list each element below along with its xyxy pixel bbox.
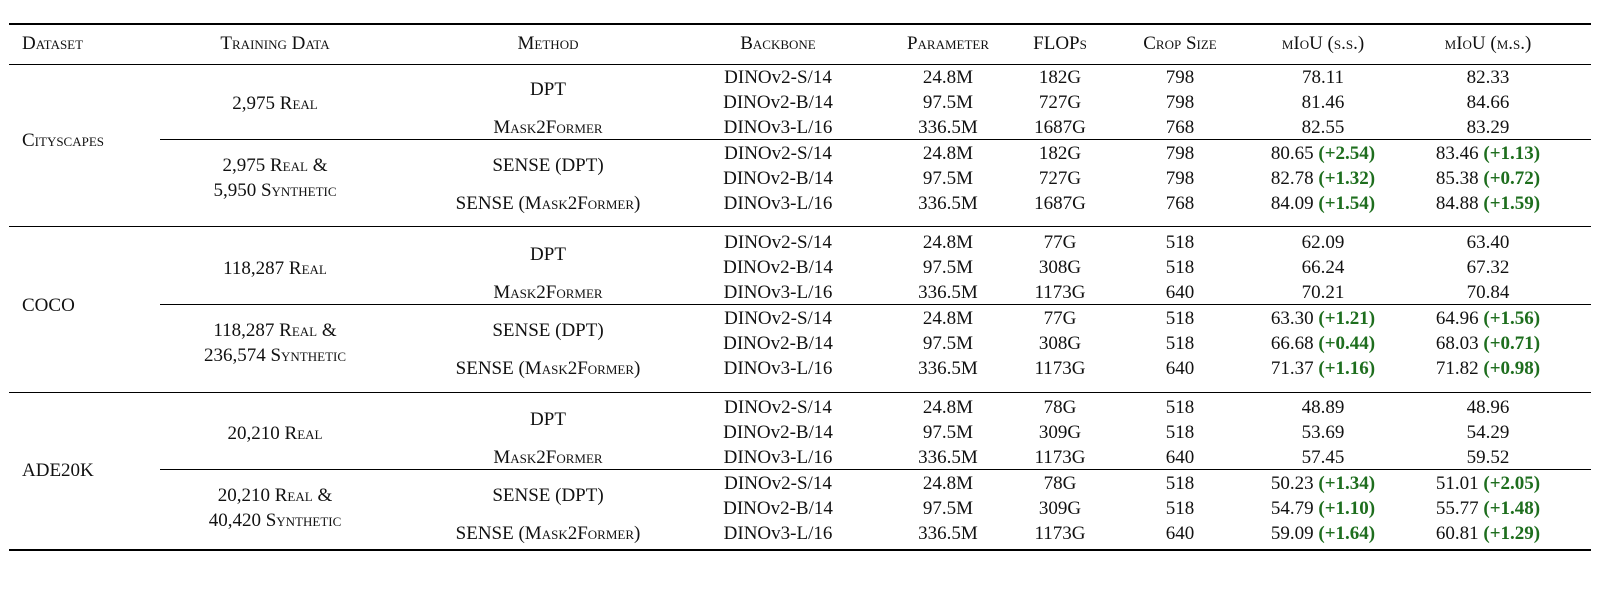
miou-ms-cell-value: 82.33: [1466, 67, 1510, 88]
miou-ms-cell: [1467, 232, 1510, 254]
backbone-cell: DINOv2-S/14: [724, 473, 832, 494]
flops-cell: 1173G: [1034, 523, 1086, 544]
miou-ss-cell-gain: (+0.44): [1318, 333, 1376, 354]
miou-ms-cell-gain: (+1.56): [1483, 308, 1541, 329]
flops-cell: 77G: [1043, 232, 1077, 253]
parameter-cell: 24.8M: [922, 67, 974, 88]
miou-ss-cell: [1271, 143, 1375, 165]
crop-size-cell: 640: [1165, 282, 1195, 303]
backbone-cell: DINOv3-L/16: [723, 193, 833, 214]
miou-ms-cell: [1467, 397, 1510, 419]
miou-ms-cell: [1467, 117, 1510, 139]
training-data: 20,210 Real &: [217, 485, 333, 506]
miou-ss-cell: [1271, 308, 1375, 330]
flops-cell: 727G: [1038, 168, 1082, 189]
training-data: 20,210 Real: [227, 423, 323, 444]
miou-ss-cell-value: 70.21: [1301, 282, 1345, 303]
flops-cell: 309G: [1038, 422, 1082, 443]
backbone-cell: DINOv2-S/14: [724, 67, 832, 88]
flops-cell: 1687G: [1034, 193, 1086, 214]
miou-ms-cell-gain: (+0.72): [1483, 168, 1541, 189]
miou-ms-cell-value: 85.38: [1435, 168, 1479, 189]
parameter-cell: 24.8M: [922, 232, 974, 253]
parameter-cell: 24.8M: [922, 308, 974, 329]
miou-ms-cell-value: 70.84: [1466, 282, 1510, 303]
crop-size-cell: 768: [1165, 193, 1195, 214]
miou-ss-cell-value: 63.30: [1270, 308, 1314, 329]
crop-size-cell: 798: [1165, 143, 1195, 164]
crop-size-cell: 798: [1165, 168, 1195, 189]
miou-ss-cell: [1302, 67, 1344, 89]
flops-cell: 78G: [1043, 473, 1077, 494]
miou-ms-cell: [1436, 308, 1540, 330]
method-label: SENSE (Mask2Former): [455, 358, 641, 379]
top-rule: [9, 23, 1591, 25]
miou-ms-cell: [1467, 67, 1510, 89]
crop-size-cell: 640: [1165, 523, 1195, 544]
miou-ss-cell-gain: (+2.54): [1318, 143, 1376, 164]
dataset-label: COCO: [22, 295, 75, 316]
group-rule: [160, 469, 1591, 470]
miou-ms-cell-value: 83.46: [1435, 143, 1479, 164]
miou-ms-cell-gain: (+1.48): [1483, 498, 1541, 519]
training-data: 2,975 Real &: [222, 155, 328, 176]
dataset-label: Cityscapes: [22, 130, 105, 151]
parameter-cell: 97.5M: [922, 498, 974, 519]
miou-ss-cell: [1302, 92, 1345, 114]
miou-ms-cell-value: 67.32: [1466, 257, 1510, 278]
training-data: 118,287 Real &: [213, 320, 337, 341]
miou-ss-cell-gain: (+1.10): [1318, 498, 1376, 519]
crop-size-cell: 768: [1165, 117, 1195, 138]
header-cell: Method: [517, 33, 579, 54]
miou-ss-cell-value: 62.09: [1301, 232, 1345, 253]
crop-size-cell: 518: [1165, 308, 1195, 329]
method-label: SENSE (Mask2Former): [455, 523, 641, 544]
backbone-cell: DINOv3-L/16: [723, 523, 833, 544]
miou-ss-cell: [1271, 473, 1375, 495]
backbone-cell: DINOv2-S/14: [724, 397, 832, 418]
miou-ss-cell-value: 57.45: [1301, 447, 1345, 468]
miou-ms-cell-gain: (+1.59): [1483, 193, 1541, 214]
flops-cell: 309G: [1038, 498, 1082, 519]
miou-ss-cell-gain: (+1.64): [1318, 523, 1376, 544]
miou-ss-cell-value: 71.37: [1270, 358, 1314, 379]
header-rule: [9, 64, 1591, 65]
miou-ms-cell-value: 54.29: [1466, 422, 1510, 443]
miou-ss-cell: [1271, 333, 1375, 355]
flops-cell: 308G: [1038, 333, 1082, 354]
crop-size-cell: 518: [1165, 498, 1195, 519]
training-data: 2,975 Real: [232, 93, 318, 114]
method-label: DPT: [530, 409, 566, 430]
miou-ss-cell-value: 84.09: [1270, 193, 1314, 214]
crop-size-cell: 518: [1165, 397, 1195, 418]
parameter-cell: 24.8M: [922, 397, 974, 418]
backbone-cell: DINOv3-L/16: [723, 117, 833, 138]
flops-cell: 1687G: [1034, 117, 1086, 138]
miou-ms-cell: [1436, 523, 1540, 545]
miou-ms-cell-value: 71.82: [1435, 358, 1479, 379]
section-rule: [9, 392, 1591, 393]
backbone-cell: DINOv2-B/14: [723, 333, 833, 354]
miou-ms-cell-value: 64.96: [1435, 308, 1479, 329]
flops-cell: 182G: [1038, 67, 1082, 88]
training-data: 5,950 Synthetic: [213, 180, 337, 201]
miou-ms-cell-value: 63.40: [1466, 232, 1510, 253]
backbone-cell: DINOv2-B/14: [723, 92, 833, 113]
miou-ss-cell: [1302, 232, 1345, 254]
miou-ms-cell-value: 48.96: [1466, 397, 1510, 418]
miou-ms-cell: [1436, 193, 1540, 215]
header-cell: mIoU (s.s.): [1281, 33, 1365, 54]
group-rule: [160, 304, 1591, 305]
miou-ms-cell: [1436, 473, 1540, 495]
parameter-cell: 97.5M: [922, 333, 974, 354]
method-label: DPT: [530, 79, 566, 100]
miou-ms-cell-value: 68.03: [1435, 333, 1479, 354]
miou-ms-cell-value: 84.66: [1466, 92, 1510, 113]
miou-ss-cell: [1302, 447, 1345, 469]
miou-ss-cell-value: 53.69: [1301, 422, 1345, 443]
miou-ss-cell-value: 80.65: [1270, 143, 1314, 164]
miou-ms-cell: [1436, 358, 1540, 380]
backbone-cell: DINOv3-L/16: [723, 282, 833, 303]
dataset-label: ADE20K: [22, 460, 94, 481]
miou-ms-cell-value: 84.88: [1435, 193, 1479, 214]
method-label: SENSE (DPT): [492, 155, 604, 176]
miou-ss-cell-gain: (+1.32): [1318, 168, 1376, 189]
miou-ss-cell-value: 50.23: [1270, 473, 1314, 494]
miou-ss-cell: [1302, 117, 1345, 139]
miou-ms-cell: [1467, 257, 1510, 279]
header-cell: Parameter: [906, 33, 990, 54]
miou-ss-cell-gain: (+1.34): [1318, 473, 1376, 494]
miou-ss-cell: [1302, 397, 1345, 419]
miou-ms-cell: [1467, 92, 1510, 114]
backbone-cell: DINOv2-S/14: [724, 143, 832, 164]
header-cell: Backbone: [740, 33, 816, 54]
miou-ss-cell: [1302, 257, 1345, 279]
miou-ms-cell-value: 51.01: [1435, 473, 1479, 494]
miou-ms-cell-gain: (+0.71): [1483, 333, 1541, 354]
miou-ms-cell: [1436, 143, 1540, 165]
parameter-cell: 336.5M: [918, 358, 978, 379]
parameter-cell: 336.5M: [918, 447, 978, 468]
flops-cell: 182G: [1038, 143, 1082, 164]
miou-ss-cell: [1302, 422, 1345, 444]
crop-size-cell: 518: [1165, 257, 1195, 278]
method-label: Mask2Former: [493, 447, 603, 468]
flops-cell: 77G: [1043, 308, 1077, 329]
miou-ms-cell-gain: (+2.05): [1483, 473, 1541, 494]
header-cell: Crop Size: [1143, 33, 1217, 54]
group-rule: [160, 139, 1591, 140]
backbone-cell: DINOv2-B/14: [723, 498, 833, 519]
miou-ss-cell: [1271, 498, 1375, 520]
miou-ss-cell: [1271, 523, 1375, 545]
backbone-cell: DINOv2-B/14: [723, 422, 833, 443]
miou-ms-cell: [1436, 498, 1540, 520]
crop-size-cell: 518: [1165, 422, 1195, 443]
miou-ms-cell: [1436, 333, 1540, 355]
parameter-cell: 97.5M: [922, 92, 974, 113]
parameter-cell: 336.5M: [918, 523, 978, 544]
backbone-cell: DINOv3-L/16: [723, 358, 833, 379]
miou-ms-cell: [1436, 168, 1540, 190]
miou-ms-cell-value: 59.52: [1466, 447, 1510, 468]
parameter-cell: 24.8M: [922, 143, 974, 164]
flops-cell: 1173G: [1034, 358, 1086, 379]
header-cell: Dataset: [22, 33, 84, 54]
parameter-cell: 24.8M: [922, 473, 974, 494]
miou-ms-cell: [1467, 422, 1510, 444]
miou-ms-cell: [1467, 282, 1510, 304]
miou-ss-cell-value: 82.78: [1270, 168, 1314, 189]
training-data: 118,287 Real: [223, 258, 327, 279]
method-label: Mask2Former: [493, 282, 603, 303]
miou-ss-cell-gain: (+1.54): [1318, 193, 1376, 214]
miou-ss-cell-gain: (+1.16): [1318, 358, 1376, 379]
parameter-cell: 97.5M: [922, 422, 974, 443]
header-cell: FLOPs: [1033, 33, 1087, 54]
crop-size-cell: 798: [1165, 67, 1195, 88]
flops-cell: 308G: [1038, 257, 1082, 278]
method-label: SENSE (DPT): [492, 320, 604, 341]
miou-ss-cell-value: 54.79: [1270, 498, 1314, 519]
crop-size-cell: 518: [1165, 473, 1195, 494]
miou-ms-cell: [1467, 447, 1510, 469]
crop-size-cell: 518: [1165, 232, 1195, 253]
miou-ss-cell-value: 66.68: [1270, 333, 1314, 354]
header-cell: Training Data: [220, 33, 330, 54]
miou-ss-cell-value: 59.09: [1270, 523, 1314, 544]
backbone-cell: DINOv2-B/14: [723, 168, 833, 189]
flops-cell: 1173G: [1034, 447, 1086, 468]
miou-ss-cell: [1271, 193, 1375, 215]
flops-cell: 727G: [1038, 92, 1082, 113]
parameter-cell: 97.5M: [922, 257, 974, 278]
miou-ms-cell-value: 83.29: [1466, 117, 1510, 138]
miou-ss-cell: [1271, 168, 1375, 190]
miou-ss-cell: [1271, 358, 1375, 380]
method-label: SENSE (DPT): [492, 485, 604, 506]
parameter-cell: 336.5M: [918, 282, 978, 303]
header-cell: mIoU (m.s.): [1444, 33, 1532, 54]
training-data: 236,574 Synthetic: [203, 345, 347, 366]
miou-ms-cell-gain: (+0.98): [1483, 358, 1541, 379]
miou-ss-cell-gain: (+1.21): [1318, 308, 1376, 329]
parameter-cell: 336.5M: [918, 117, 978, 138]
miou-ms-cell-value: 60.81: [1435, 523, 1479, 544]
parameter-cell: 97.5M: [922, 168, 974, 189]
method-label: Mask2Former: [493, 117, 603, 138]
miou-ss-cell-value: 48.89: [1301, 397, 1345, 418]
miou-ss-cell-value: 66.24: [1301, 257, 1345, 278]
miou-ss-cell-value: 82.55: [1301, 117, 1345, 138]
miou-ss-cell-value: 81.46: [1301, 92, 1345, 113]
crop-size-cell: 798: [1165, 92, 1195, 113]
training-data: 40,420 Synthetic: [208, 510, 342, 531]
miou-ss-cell: [1302, 282, 1345, 304]
bottom-rule: [9, 549, 1591, 551]
miou-ss-cell-value: 78.11: [1301, 67, 1345, 88]
method-label: SENSE (Mask2Former): [455, 193, 641, 214]
method-label: DPT: [530, 244, 566, 265]
parameter-cell: 336.5M: [918, 193, 978, 214]
backbone-cell: DINOv2-B/14: [723, 257, 833, 278]
miou-ms-cell-gain: (+1.29): [1483, 523, 1541, 544]
crop-size-cell: 518: [1165, 333, 1195, 354]
flops-cell: 78G: [1043, 397, 1077, 418]
backbone-cell: DINOv3-L/16: [723, 447, 833, 468]
miou-ms-cell-gain: (+1.13): [1483, 143, 1541, 164]
crop-size-cell: 640: [1165, 447, 1195, 468]
crop-size-cell: 640: [1165, 358, 1195, 379]
backbone-cell: DINOv2-S/14: [724, 308, 832, 329]
section-rule: [9, 226, 1591, 227]
backbone-cell: DINOv2-S/14: [724, 232, 832, 253]
miou-ms-cell-value: 55.77: [1435, 498, 1479, 519]
flops-cell: 1173G: [1034, 282, 1086, 303]
